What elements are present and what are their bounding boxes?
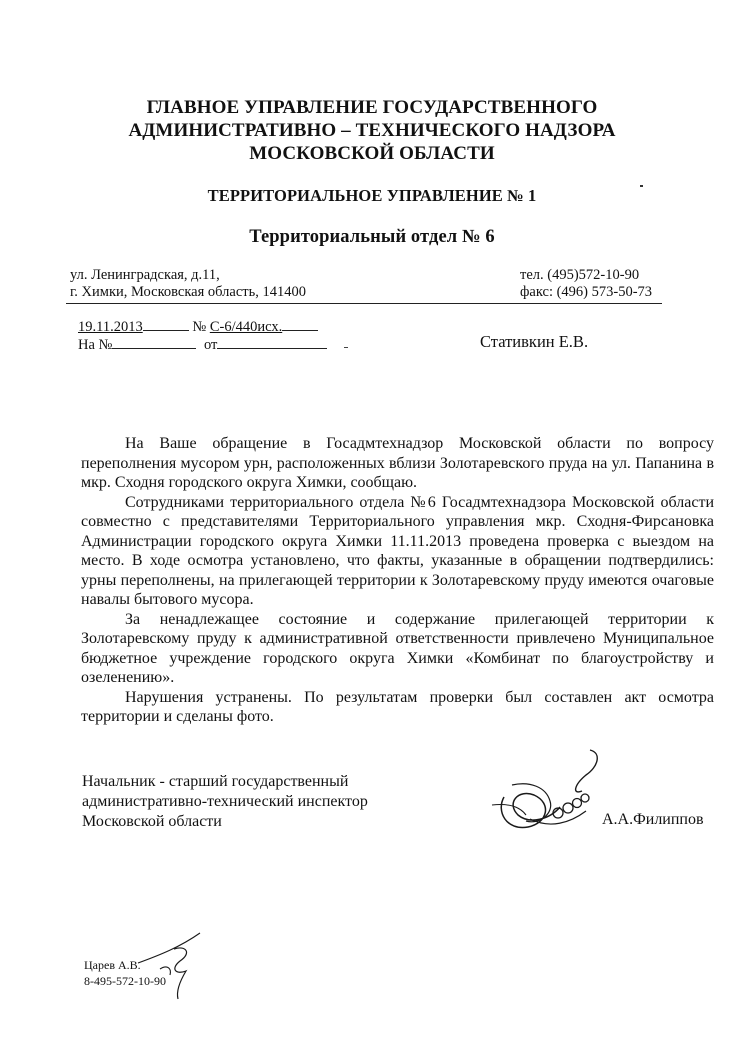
address-line-2: г. Химки, Московская область, 141400 (70, 284, 306, 300)
in-reply-prefix: На № (78, 337, 113, 353)
executor-initials-signature (130, 925, 210, 1005)
handwritten-signature (490, 745, 610, 845)
body-paragraph-1: На Ваше обращение в Госадмтехнадзор Московской области по вопросу переполнения мусором урн, расположенных вблизи Золотаревского пруда на ул. Папанина в мкр. Сходня городского округа Химки, сообщаю. (81, 435, 714, 491)
body-paragraph-3: За ненадлежащее состояние и содержание прилегающей территории к Золотаревскому пруду к административной ответственности привлечено Муниципальное бюджетное учреждение городского округа Химки «Комбинат по благоустройству и озеленению». (81, 610, 714, 686)
in-reply-number-blank (112, 336, 196, 349)
header-divider (66, 303, 662, 304)
signatory-title-line-2: административно-технический инспектор (82, 793, 368, 810)
body-paragraph-2: Сотрудниками территориального отдела №6 Госадмтехнадзора Московской области совместно с представителями Территориального управления мкр. Сходня-Фирсановка Администрации городского округа Химки 11.11.2013 проведена проверка с выездом на место. В ходе осмотра установлено, что факты, указанные в обращении подтвердились: урны переполнены, на прилегающей территории к Золотаревскому пруду имеются очаговые навалы бытового мусора. (81, 493, 714, 608)
org-title-line-3: МОСКОВСКОЙ ОБЛАСТИ (249, 143, 495, 164)
scan-speck (640, 185, 643, 187)
from-label: от (204, 337, 218, 353)
territorial-office-title: ТЕРРИТОРИАЛЬНОЕ УПРАВЛЕНИЕ № 1 (207, 186, 537, 205)
fax-number: факс: (496) 573-50-73 (520, 284, 653, 300)
incoming-reference (78, 336, 327, 354)
body-paragraph-4: Нарушения устранены. По результатам проверки был составлен акт осмотра территории и сделаны фото. (81, 688, 714, 725)
org-title-line-2: АДМИНИСТРАТИВНО – ТЕХНИЧЕСКОГО НАДЗОРА (128, 120, 616, 141)
address-line-1: ул. Ленинградская, д.11, (70, 267, 220, 283)
letter-number: С-6/440исх. (209, 319, 283, 335)
signatory-name: А.А.Филиппов (602, 811, 704, 828)
letter-body (81, 434, 714, 727)
org-title-line-1: ГЛАВНОЕ УПРАВЛЕНИЕ ГОСУДАРСТВЕННОГО (146, 97, 598, 118)
executor-phone: 8-495-572-10-90 (84, 974, 166, 988)
signatory-title-line-1: Начальник - старший государственный (82, 773, 349, 790)
phone-number: тел. (495)572-10-90 (520, 267, 640, 283)
signatory-title-line-3: Московской области (82, 813, 222, 830)
addressee: Стативкин Е.В. (480, 332, 589, 351)
number-blank (282, 318, 318, 331)
scan-speck (344, 347, 348, 348)
number-prefix: № (192, 319, 207, 335)
letter-date: 19.11.2013 (78, 319, 143, 335)
from-date-blank (217, 336, 327, 349)
date-blank (143, 318, 189, 331)
outgoing-reference (78, 318, 318, 336)
department-title: Территориальный отдел № 6 (249, 227, 495, 247)
executor-name: Царев А.В. (84, 958, 141, 972)
